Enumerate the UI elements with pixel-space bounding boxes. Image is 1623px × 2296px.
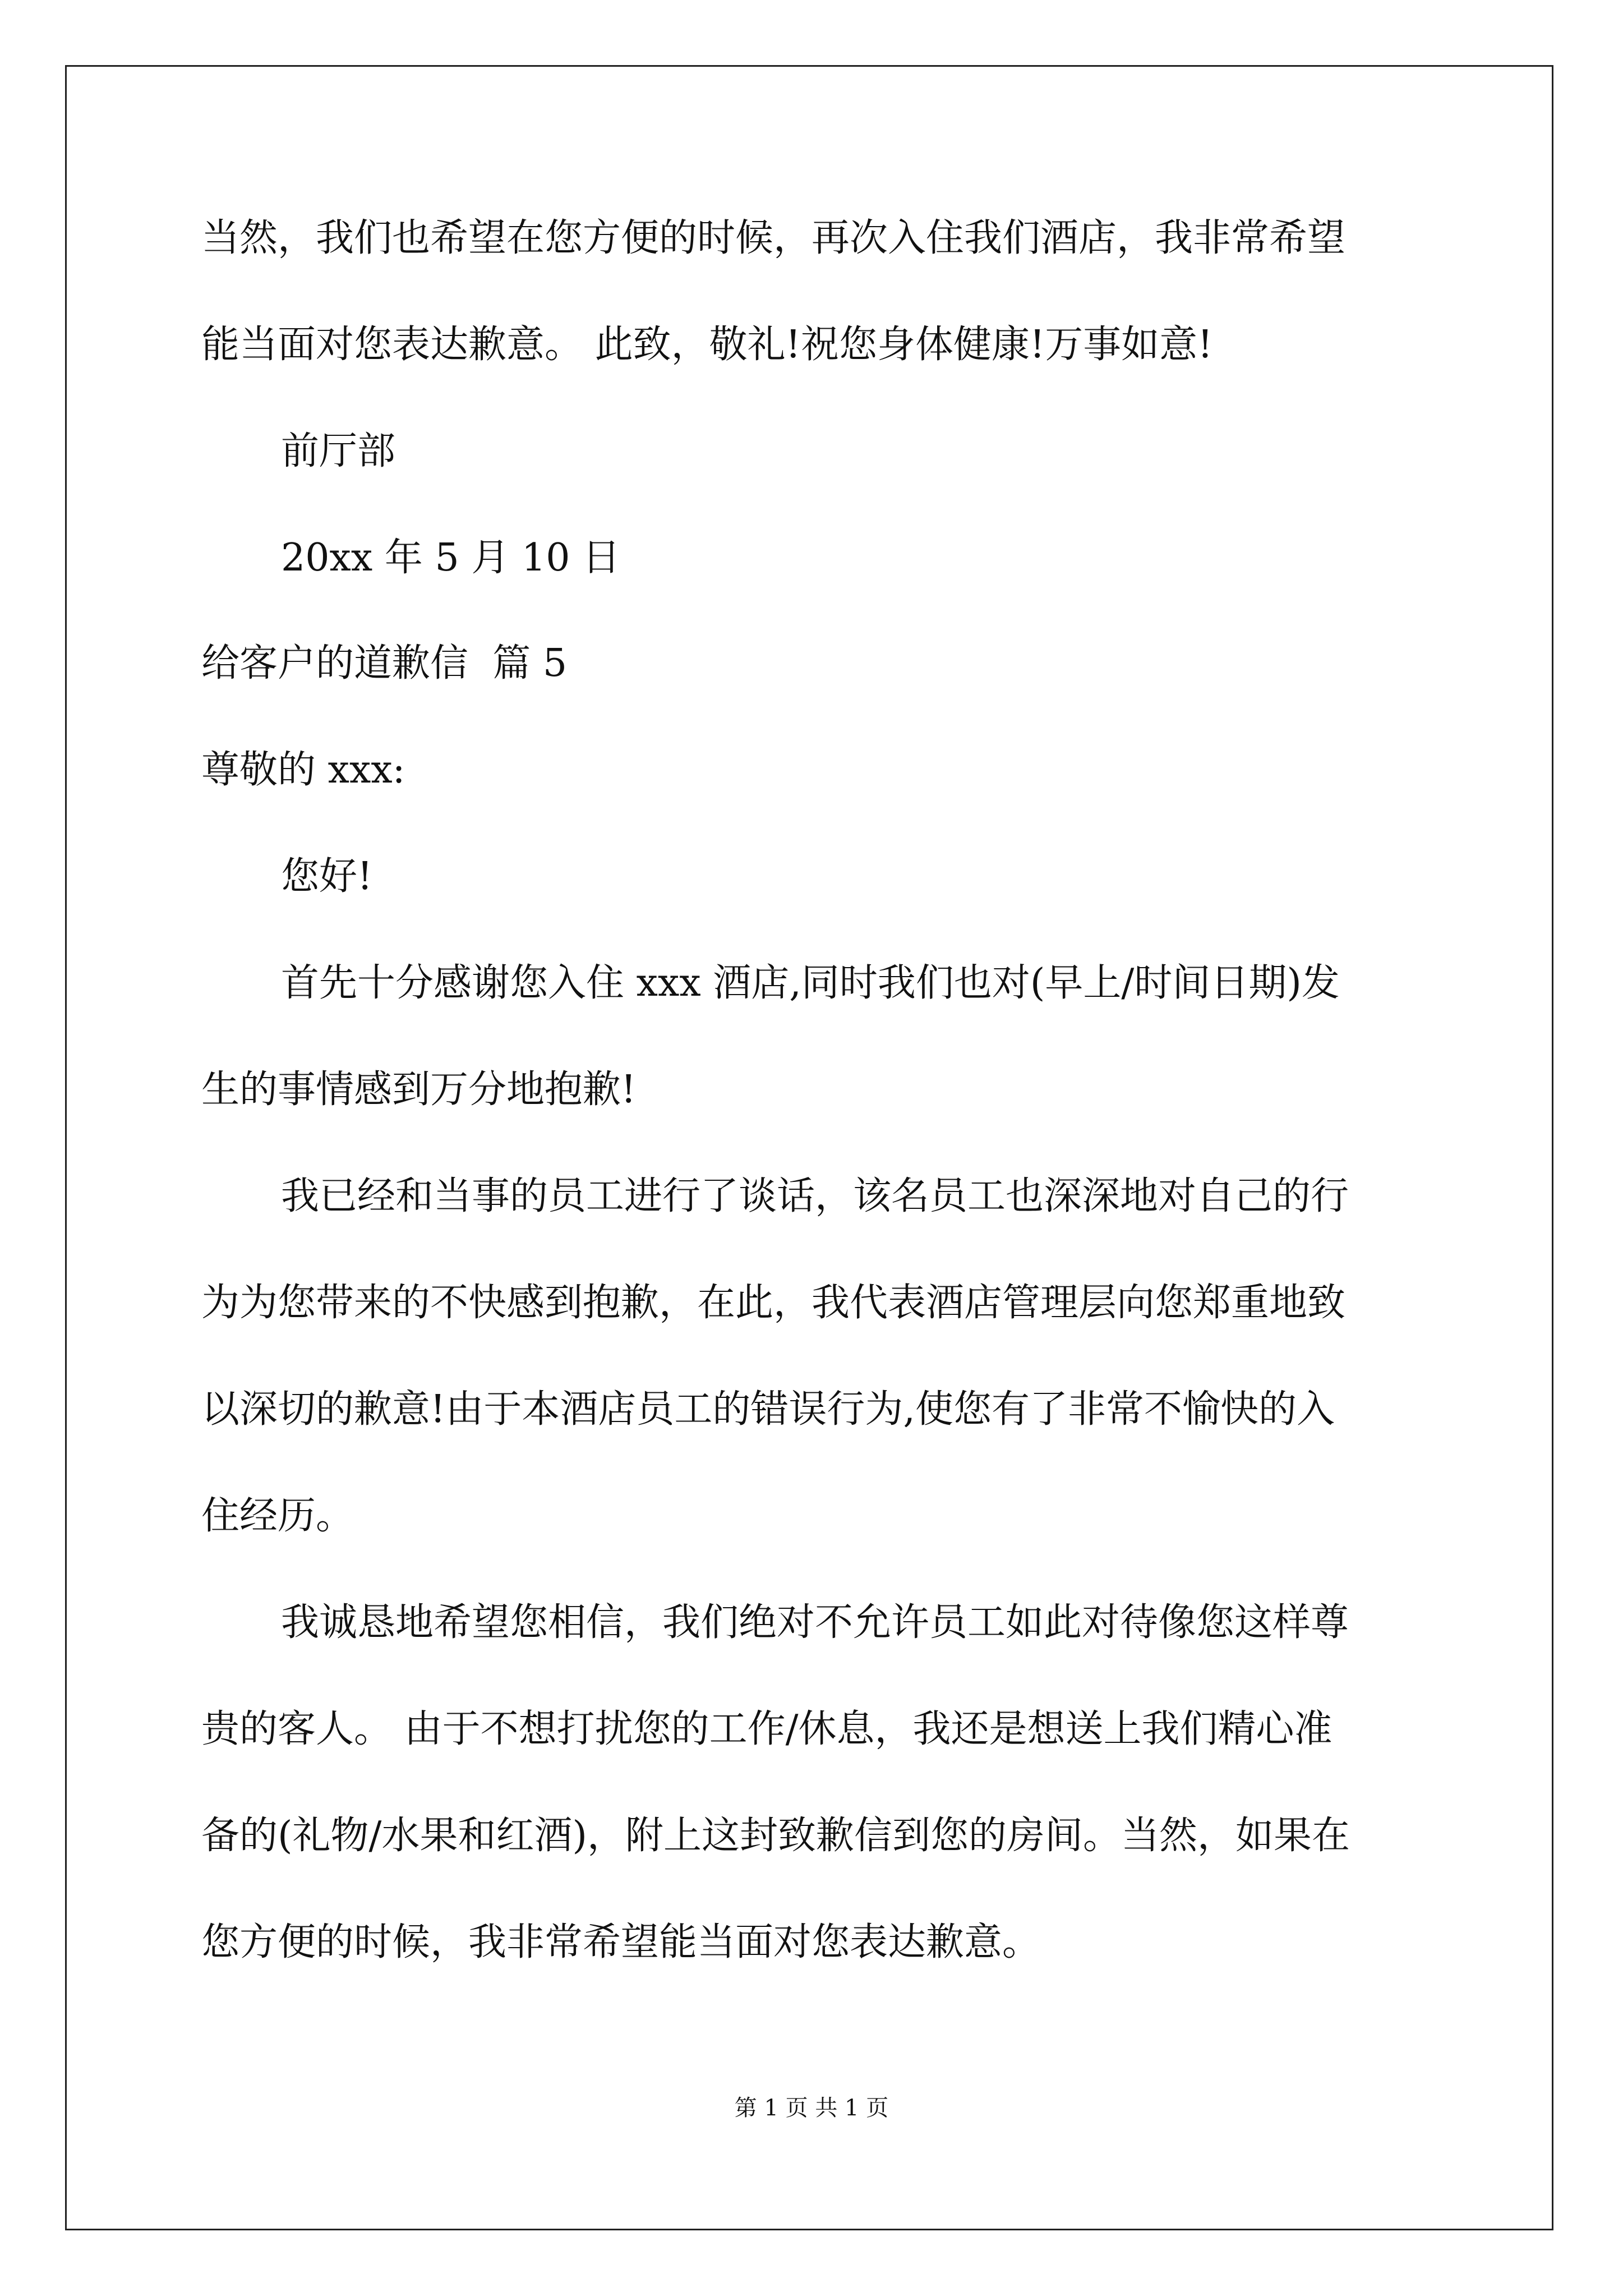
- text-line: 首先十分感谢您入住 xxx 酒店,同时我们也对(早上/时间日期)发: [281, 961, 1340, 1005]
- signature-department: 前厅部: [281, 429, 396, 473]
- text-line: 以深切的歉意!由于本酒店员工的错误行为,使您有了非常不愉快的入: [201, 1387, 1335, 1432]
- text-line: 能当面对您表达歉意。 此致，敬礼!祝您身体健康!万事如意!: [201, 323, 1213, 367]
- text-line: 贵的客人。 由于不想打扰您的工作/休息，我还是想送上我们精心准: [201, 1707, 1332, 1751]
- text-line: 生的事情感到万分地抱歉!: [201, 1068, 637, 1112]
- text-line: 为为您带来的不快感到抱歉，在此，我代表酒店管理层向您郑重地致: [201, 1281, 1346, 1325]
- greeting: 您好!: [281, 854, 373, 899]
- text-line: 您方便的时候，我非常希望能当面对您表达歉意。: [201, 1920, 1041, 1964]
- text-line: 备的(礼物/水果和红酒)，附上这封致歉信到您的房间。当然，如果在: [201, 1814, 1350, 1858]
- text-line: 住经历。: [201, 1494, 354, 1538]
- letter-date: 20xx 年 5 月 10 日: [281, 536, 621, 580]
- text-line: 我诚恳地希望您相信，我们绝对不允许员工如此对待像您这样尊: [281, 1600, 1349, 1645]
- page-footer: 第 1 页 共 1 页: [734, 2095, 889, 2121]
- section-heading: 给客户的道歉信 篇 5: [201, 641, 568, 685]
- text-line: 我已经和当事的员工进行了谈话，该名员工也深深地对自己的行: [281, 1174, 1349, 1218]
- salutation: 尊敬的 xxx:: [201, 748, 405, 792]
- page-border: [65, 65, 1553, 2230]
- text-line: 当然，我们也希望在您方便的时候，再次入住我们酒店，我非常希望: [201, 216, 1346, 260]
